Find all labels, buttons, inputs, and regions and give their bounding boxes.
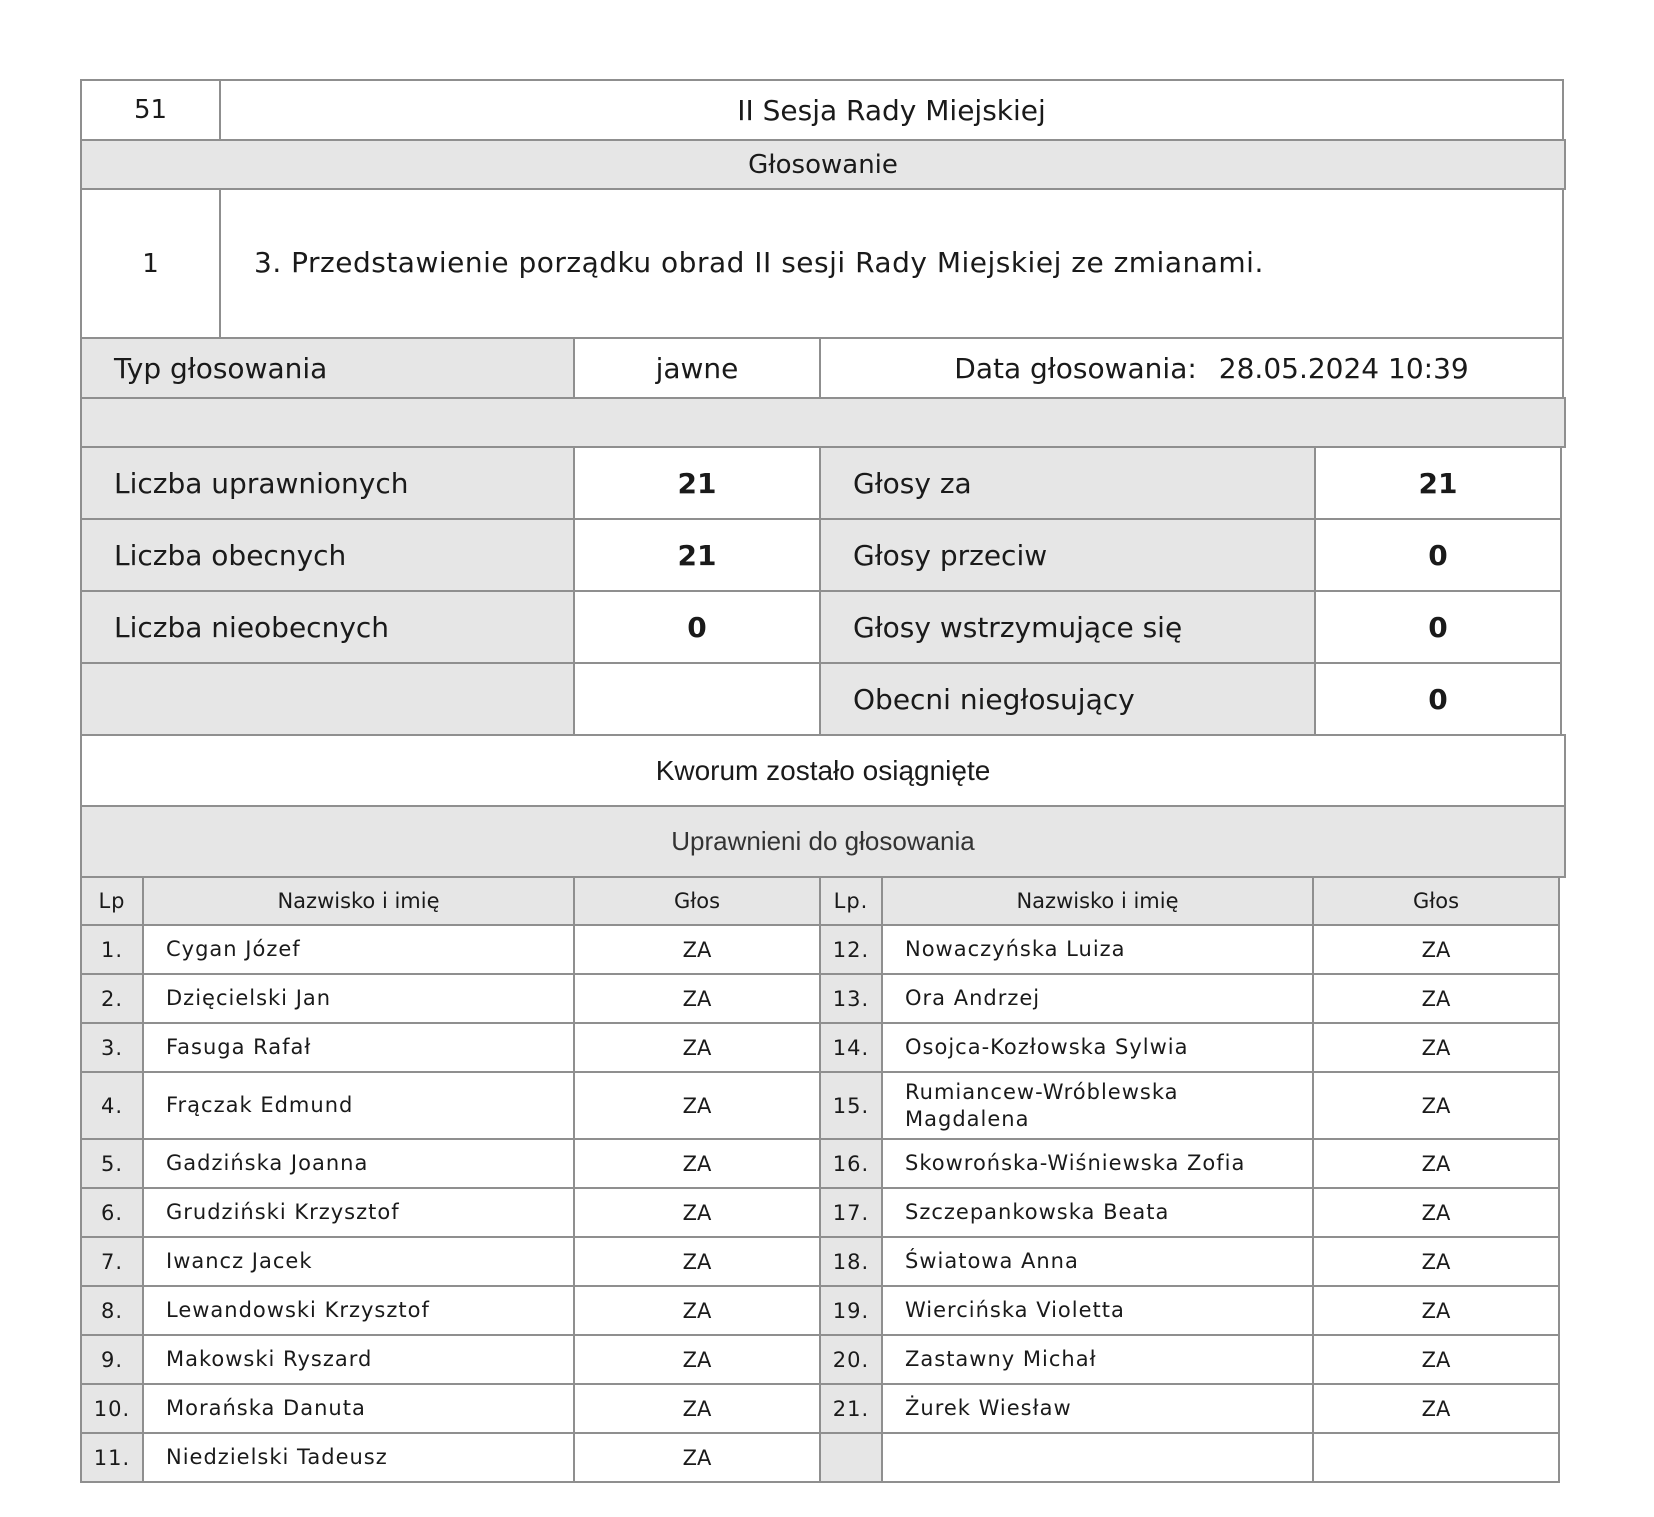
spacer-row <box>80 397 1564 446</box>
stat-label-against: Głosy przeciw <box>819 518 1316 592</box>
agenda-item-row <box>80 188 1564 337</box>
voter-vote: ZA <box>1312 1236 1560 1287</box>
voters-title-row <box>80 805 1564 876</box>
voter-name: Morańska Danuta <box>142 1383 575 1434</box>
voter-lp: 7. <box>80 1236 144 1287</box>
voter-lp: 8. <box>80 1285 144 1336</box>
section-row <box>80 139 1564 188</box>
vote-info-row <box>80 337 1564 397</box>
voter-name: Światowa Anna <box>881 1236 1314 1287</box>
col-vote-right: Głos <box>1312 876 1560 926</box>
stat-label-present: Liczba obecnych <box>80 518 575 592</box>
vote-date-value: 28.05.2024 10:39 <box>1218 351 1469 385</box>
stat-label-absent: Liczba nieobecnych <box>80 590 575 664</box>
section-title: Głosowanie <box>80 139 1566 190</box>
voter-vote: ZA <box>573 973 821 1024</box>
voter-vote: ZA <box>573 1022 821 1073</box>
stats-row <box>80 446 1564 518</box>
voter-lp: 5. <box>80 1138 144 1189</box>
voter-vote: ZA <box>1312 1071 1560 1140</box>
voter-name: Ora Andrzej <box>881 973 1314 1024</box>
voter-name-empty <box>881 1432 1314 1483</box>
voter-name: Iwancz Jacek <box>142 1236 575 1287</box>
voter-lp: 19. <box>819 1285 883 1336</box>
col-name-right: Nazwisko i imię <box>881 876 1314 926</box>
table-row <box>80 1022 1564 1071</box>
vote-type-label: Typ głosowania <box>80 337 575 399</box>
table-row <box>80 1334 1564 1383</box>
voters-title: Uprawnieni do głosowania <box>80 805 1566 878</box>
voter-vote: ZA <box>573 1187 821 1238</box>
voter-vote: ZA <box>573 924 821 975</box>
table-row <box>80 1432 1564 1481</box>
voter-name: Rumiancew-Wróblewska Magdalena <box>881 1071 1314 1140</box>
col-vote-left: Głos <box>573 876 821 926</box>
voting-record-document <box>80 79 1564 1481</box>
voter-vote: ZA <box>1312 924 1560 975</box>
col-name-left: Nazwisko i imię <box>142 876 575 926</box>
stat-empty-label <box>80 662 575 736</box>
stat-label-abstain: Głosy wstrzymujące się <box>819 590 1316 664</box>
voter-lp: 3. <box>80 1022 144 1073</box>
table-row <box>80 1383 1564 1432</box>
col-lp-right: Lp. <box>819 876 883 926</box>
stat-label-eligible: Liczba uprawnionych <box>80 446 575 520</box>
stat-value-for: 21 <box>1314 446 1562 520</box>
voter-vote: ZA <box>573 1236 821 1287</box>
voter-lp: 12. <box>819 924 883 975</box>
stat-value-absent: 0 <box>573 590 821 664</box>
agenda-item-number: 1 <box>80 188 221 339</box>
voter-name: Lewandowski Krzysztof <box>142 1285 575 1336</box>
voter-name: Cygan Józef <box>142 924 575 975</box>
session-title: II Sesja Rady Miejskiej <box>219 79 1564 141</box>
voter-lp-empty <box>819 1432 883 1483</box>
session-number: 51 <box>80 79 221 141</box>
voter-name: Szczepankowska Beata <box>881 1187 1314 1238</box>
spacer-cell <box>80 397 1566 448</box>
voter-lp: 13. <box>819 973 883 1024</box>
header-row <box>80 79 1564 139</box>
voter-lp: 17. <box>819 1187 883 1238</box>
voter-vote: ZA <box>573 1071 821 1140</box>
stat-value-abstain: 0 <box>1314 590 1562 664</box>
voter-lp: 1. <box>80 924 144 975</box>
voter-vote: ZA <box>573 1285 821 1336</box>
table-row <box>80 924 1564 973</box>
stat-value-eligible: 21 <box>573 446 821 520</box>
voter-name: Skowrońska-Wiśniewska Zofia <box>881 1138 1314 1189</box>
stat-label-for: Głosy za <box>819 446 1316 520</box>
quorum-status: Kworum zostało osiągnięte <box>80 734 1566 807</box>
stat-value-not-voting: 0 <box>1314 662 1562 736</box>
voter-lp: 9. <box>80 1334 144 1385</box>
stats-row <box>80 518 1564 590</box>
voter-vote: ZA <box>1312 1383 1560 1434</box>
voter-lp: 16. <box>819 1138 883 1189</box>
voter-name: Osojca-Kozłowska Sylwia <box>881 1022 1314 1073</box>
stat-value-present: 21 <box>573 518 821 592</box>
voter-lp: 21. <box>819 1383 883 1434</box>
voter-name: Żurek Wiesław <box>881 1383 1314 1434</box>
voter-lp: 20. <box>819 1334 883 1385</box>
voter-name: Zastawny Michał <box>881 1334 1314 1385</box>
voter-vote: ZA <box>1312 1187 1560 1238</box>
voter-name: Wiercińska Violetta <box>881 1285 1314 1336</box>
voter-name: Gadzińska Joanna <box>142 1138 575 1189</box>
voter-name: Nowaczyńska Luiza <box>881 924 1314 975</box>
voter-name: Niedzielski Tadeusz <box>142 1432 575 1483</box>
voter-vote: ZA <box>1312 973 1560 1024</box>
voter-lp: 2. <box>80 973 144 1024</box>
voter-vote: ZA <box>1312 1138 1560 1189</box>
stats-row <box>80 590 1564 662</box>
voter-lp: 18. <box>819 1236 883 1287</box>
voter-vote-empty <box>1312 1432 1560 1483</box>
voter-name: Makowski Ryszard <box>142 1334 575 1385</box>
voter-vote: ZA <box>573 1432 821 1483</box>
table-row <box>80 973 1564 1022</box>
voter-lp: 14. <box>819 1022 883 1073</box>
stat-empty-value <box>573 662 821 736</box>
vote-type-value: jawne <box>573 337 821 399</box>
voter-name: Fasuga Rafał <box>142 1022 575 1073</box>
voter-vote: ZA <box>1312 1285 1560 1336</box>
voter-vote: ZA <box>573 1334 821 1385</box>
voter-vote: ZA <box>1312 1022 1560 1073</box>
voter-name: Grudziński Krzysztof <box>142 1187 575 1238</box>
col-lp-left: Lp <box>80 876 144 926</box>
voter-lp: 4. <box>80 1071 144 1140</box>
table-row <box>80 1187 1564 1236</box>
voter-lp: 6. <box>80 1187 144 1238</box>
table-row <box>80 1138 1564 1187</box>
voter-vote: ZA <box>573 1138 821 1189</box>
table-row <box>80 1236 1564 1285</box>
voter-name: Dzięcielski Jan <box>142 973 575 1024</box>
voters-header-row <box>80 876 1564 924</box>
voter-lp: 11. <box>80 1432 144 1483</box>
voter-lp: 15. <box>819 1071 883 1140</box>
stats-row <box>80 662 1564 734</box>
voter-vote: ZA <box>573 1383 821 1434</box>
voter-name: Frączak Edmund <box>142 1071 575 1140</box>
table-row <box>80 1071 1564 1138</box>
stat-label-not-voting: Obecni niegłosujący <box>819 662 1316 736</box>
quorum-row <box>80 734 1564 805</box>
stat-value-against: 0 <box>1314 518 1562 592</box>
voter-vote: ZA <box>1312 1334 1560 1385</box>
vote-date-label: Data głosowania: <box>954 351 1197 385</box>
table-row <box>80 1285 1564 1334</box>
vote-date <box>819 337 1564 399</box>
voter-lp: 10. <box>80 1383 144 1434</box>
agenda-item-text: 3. Przedstawienie porządku obrad II sesji Rady Miejskiej ze zmianami. <box>219 188 1564 339</box>
